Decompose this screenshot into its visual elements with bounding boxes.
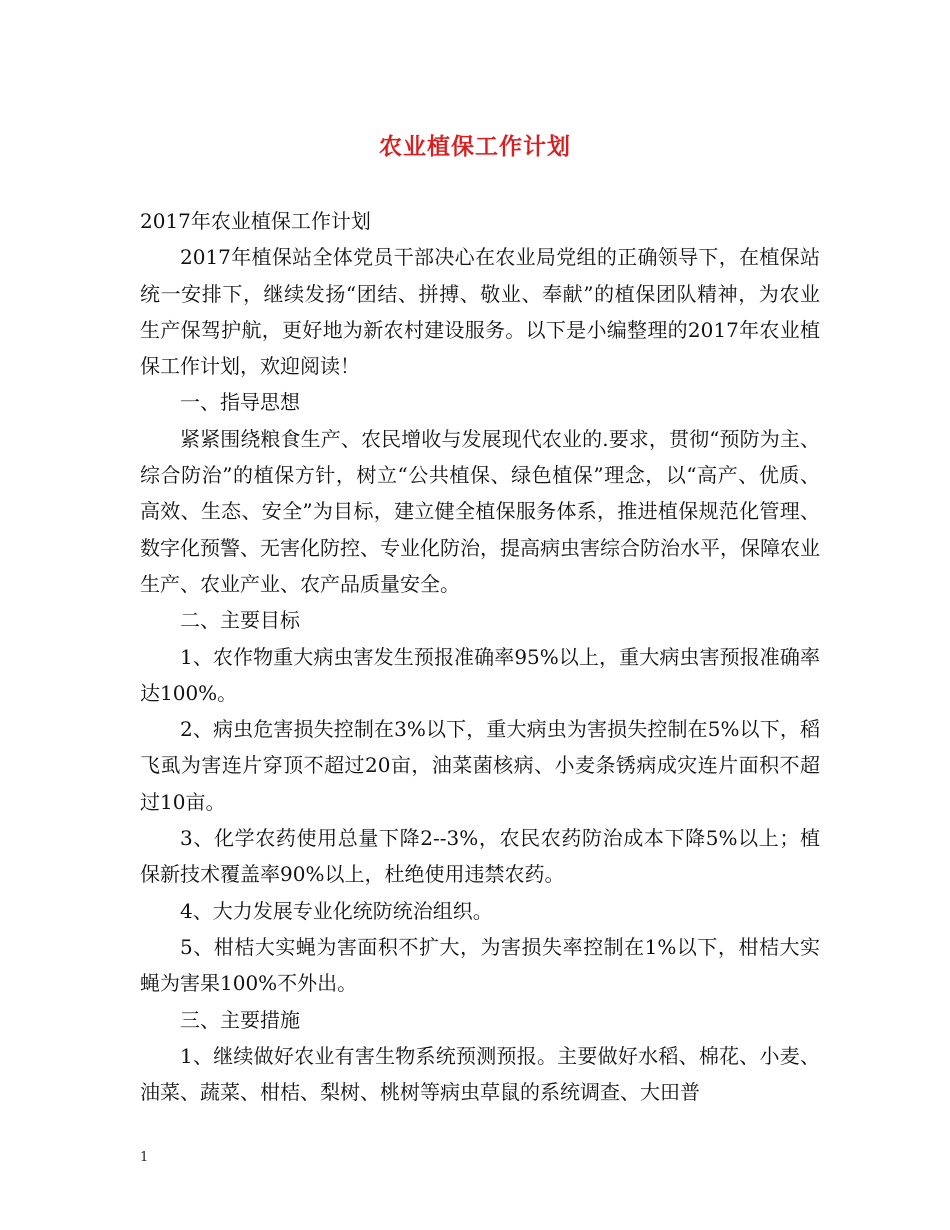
paragraph-intro: 2017年植保站全体党员干部决心在农业局党组的正确领导下，在植保站统一安排下，继续发扬“团结、拼搏、敬业、奉献”的植保团队精神，为农业生产保驾护航，更好地为新农村建设服务。以下是小编整理的2017年农业植保工作计划，欢迎阅读！ xyxy=(140,245,820,379)
paragraph-guiding-ideology: 紧紧围绕粮食生产、农民增收与发展现代农业的.要求，贯彻“预防为主、综合防治”的植保方针，树立“公共植保、绿色植保”理念，以“高产、优质、高效、生态、安全”为目标，建立健全植保服务体系，推进植保规范化管理、数字化预警、无害化防控、专业化防治，提高病虫害综合防治水平，保障农业生产、农业产业、农产品质量安全。 xyxy=(140,426,820,596)
section-heading-main-goals: 二、主要目标 xyxy=(180,608,300,633)
section-heading-guiding-ideology: 一、指导思想 xyxy=(180,390,300,415)
paragraph-subtitle: 2017年农业植保工作计划 xyxy=(140,209,371,233)
measure-item-1: 1、继续做好农业有害生物系统预测预报。主要做好水稻、棉花、小麦、油菜、蔬菜、柑桔、梨树、桃树等病虫草鼠的系统调查、大田普 xyxy=(140,1043,820,1105)
goal-item-3: 3、化学农药使用总量下降2--3%，农民农药防治成本下降5%以上；植保新技术覆盖率90%以上，杜绝使用违禁农药。 xyxy=(140,826,820,887)
goal-item-2: 2、病虫危害损失控制在3%以下，重大病虫为害损失控制在5%以下，稻飞虱为害连片穿顶不超过20亩，油菜菌核病、小麦条锈病成灾连片面积不超过10亩。 xyxy=(140,717,820,814)
goal-item-1: 1、农作物重大病虫害发生预报准确率95%以上，重大病虫害预报准确率达100%。 xyxy=(140,644,820,705)
document-title: 农业植保工作计划 xyxy=(379,133,571,160)
document-body xyxy=(140,203,820,1110)
page-number: 1 xyxy=(140,1150,149,1165)
goal-item-4: 4、大力发展专业化统防统治组织。 xyxy=(180,898,493,923)
section-heading-main-measures: 三、主要措施 xyxy=(180,1007,300,1032)
goal-item-5: 5、柑桔大实蝇为害面积不扩大，为害损失率控制在1%以下，柑桔大实蝇为害果100%不外出。 xyxy=(140,934,820,996)
